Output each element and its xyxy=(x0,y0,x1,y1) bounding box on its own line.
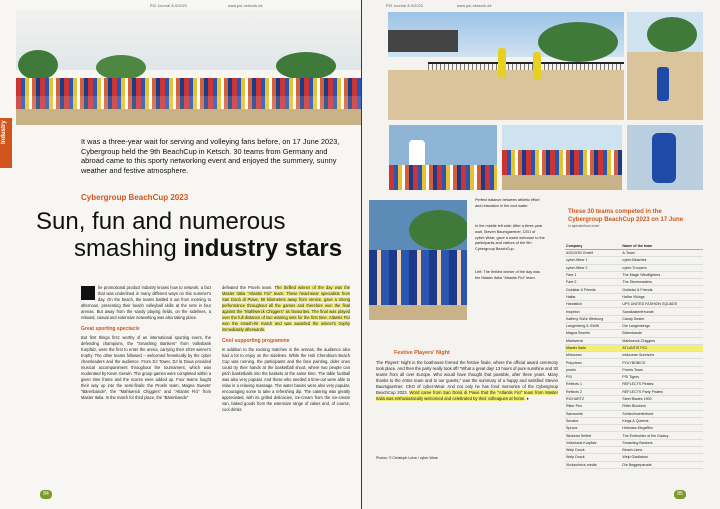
company-cell: Halfar xyxy=(565,293,621,300)
text-column-2: defeated the Proeln team. The thrilled winner of the day was the Master Italia "Atlantis Fici" team. These head-wear specialists from San Donà di Piave, 50 kilometres away from Venice, gave a strong performance throughout all the games and therefore won the final against the "Mahlwerck Chiggers" as favourites. The final was played over the full distance of two winning sets for the first time. Atlantis Fici won the smash-hit match and was awarded the winner's trophy immediately afterwards. Cool supporting programme In addition to the exciting matches in the arenas, the audience also had a lot to enjoy on the sidelines. While the Holi Cherobium Beach Cup was running, the participants and the face painting, older ones could try their hands at the basketball shoot, where two people can pitch basketballs into the baskets at the same time. The table football was also very popular. And those who needed a time-out were able to relax in a relaxing massage. The water basins were also very popular, encouraging some to take a refreshing dip. The catering was greatly appreciated, with its grilled delicacies, ice-cream from the ice-cream van, baked goods from the extensive range of cakes and, of course, cool drinks xyxy=(222,285,350,412)
company-cell: cyber-Wear 1 xyxy=(565,257,621,264)
subhead-players-night: Festive Players' Night xyxy=(394,350,450,356)
tent-structure xyxy=(388,30,458,52)
team-cell: UPS UNITED FASHION SQUADS xyxy=(621,301,703,308)
header-journal: www.psi-network.de xyxy=(457,4,492,8)
table-row xyxy=(565,257,703,264)
team-cell: Welp Gladiators xyxy=(621,454,703,461)
team-cell: cyber-Beaches xyxy=(621,257,703,264)
company-cell: Spranz xyxy=(565,425,621,432)
subhead-great-sporting: Great sporting spectacle xyxy=(81,326,140,332)
company-cell: Xindao/mics-media xyxy=(565,461,621,468)
company-cell: Fare 2 xyxy=(565,279,621,286)
headline-line-1: Sun, fun and numerous xyxy=(36,208,286,235)
table-row xyxy=(565,439,703,446)
team-cell: Candy Dealer xyxy=(621,315,703,322)
caption-water: Perfect balance between athletic effort and relaxation in the cool water. xyxy=(475,198,540,208)
company-cell: Langenberg & GWW xyxy=(565,322,621,329)
table-row xyxy=(565,359,703,366)
team-cell: The Magic Windfighters xyxy=(621,271,703,278)
team-photo-2 xyxy=(502,125,622,190)
water-basin-photo xyxy=(369,200,467,320)
table-row xyxy=(565,447,703,454)
company-cell: Handstich xyxy=(565,301,621,308)
header-url: www.psi-network.de xyxy=(228,4,263,8)
company-cell: Samsonite xyxy=(565,410,621,417)
highlighted-text: The thrilled winner of the day was the Master Italia "Atlantis Fici" team. These head-wear specialists from San Donà di Piave, 50 kilometres away from Venice, gave a strong performance throughout all the games and therefore won the final against the "Mahlwerck Chiggers" as favourites. The final was played over the full distance of two winning sets for the first time. Atlantis Fici won the smash-hit match and was awarded the winner's trophy immediately afterwards. xyxy=(222,285,350,332)
table-row xyxy=(565,330,703,337)
company-cell: Polyclean xyxy=(565,359,621,366)
company-cell: ASGOON GmbH xyxy=(565,250,621,257)
caption-winner: Left: The thrilled winner of the day was the Master Italia "Atlantis Fici" team. xyxy=(475,270,540,280)
table-row xyxy=(565,279,703,286)
team-cell: midocean Sunrisers xyxy=(621,352,703,359)
table-row xyxy=(565,352,703,359)
company-cell: Stickerei Seifert xyxy=(565,432,621,439)
article-kicker: Cybergroup BeachCup 2023 xyxy=(81,193,189,202)
company-cell: Reflects 1 xyxy=(565,381,621,388)
company-cell: Welp Druck xyxy=(565,454,621,461)
page-number: 84 xyxy=(40,490,52,499)
table-row xyxy=(565,432,703,439)
company-cell: Master Italia xyxy=(565,344,621,351)
company-cell: Inspirion xyxy=(565,308,621,315)
team-cell: Sandkastenfreunde xyxy=(621,308,703,315)
table-row xyxy=(565,381,703,388)
table-row xyxy=(565,366,703,373)
table-row xyxy=(565,315,703,322)
table-row xyxy=(565,395,703,402)
party-section: Festive Players' Night The Players' Night in the boathouse formed the festive finale, where the official award ceremony took place. And then the party really took off! "What a great day! 13 hours of pure sunshine and 30 teams from all over Europe. Who would have thought that possible, after three years. Many thanks to the entire team and to our guests," was the summary of a happy and satisfied Steven Baumgaertner, CEO of cyber-Wear. And not only he has fond memories of the Cybergroup BeachCup 2023. Word came from San Donà di Piave that the "Atlantis Fici" team from Master Italia was enthusiastically welcomed and celebrated by their colleagues at home. ♦ xyxy=(376,350,558,401)
team-cell: Halfar Vikings xyxy=(621,293,703,300)
table-row xyxy=(565,417,703,424)
company-cell: proeln xyxy=(565,366,621,373)
table-row xyxy=(565,337,703,344)
team-cell: The Embroider of the Galaxy xyxy=(621,432,703,439)
table-row xyxy=(565,301,703,308)
table-row xyxy=(565,454,703,461)
table-row xyxy=(565,322,703,329)
table-row xyxy=(565,250,703,257)
table-row xyxy=(565,388,703,395)
team-cell: Bärenbande xyxy=(621,330,703,337)
article-headline xyxy=(34,208,354,262)
table-subtitle: in alphabetical order xyxy=(568,224,600,229)
table-row xyxy=(565,374,703,381)
table-row xyxy=(565,271,703,278)
page-number: 85 xyxy=(674,490,686,499)
beach-players-photo xyxy=(627,12,703,120)
header-company: Company xyxy=(565,243,621,250)
team-cell: Ritter Blockers xyxy=(621,403,703,410)
team-cell: A-Team xyxy=(621,250,703,257)
team-cell: POLYBOBICS xyxy=(621,359,703,366)
table-title: These 30 teams competed in the Cybergroup BeachCup 2023 on 17 June in alphabetical order xyxy=(568,208,698,231)
dropcap xyxy=(81,286,95,300)
intro-paragraph: It was a three-year wait for serving and volleying fans before, on 17 June 2023, Cybergroup held the 9th BeachCup in Ketsch. 30 teams from Germany and abroad came to this sporty networking event and enjoyed the summery, sunny weather and festive atmosphere. xyxy=(81,137,340,175)
company-cell: cyber-Wear 2 xyxy=(565,264,621,271)
headline-line-2: smashing industry stars xyxy=(74,235,343,262)
header-team: Name of the team xyxy=(621,243,703,250)
team-cell: The Stormmasters xyxy=(621,279,703,286)
table-row xyxy=(565,344,703,351)
photo-credit: Photos: © Christoph Lutze / cyber-Wear xyxy=(376,456,438,460)
team-cell: Kings & Queens xyxy=(621,417,703,424)
teams-table xyxy=(565,243,703,469)
table-row xyxy=(565,425,703,432)
team-cell: Die Beggerparade xyxy=(621,461,703,468)
team-cell: Goldstar & Friends xyxy=(621,286,703,293)
company-cell: Welp Druck xyxy=(565,447,621,454)
team-cell: Steel Blades 1900 xyxy=(621,395,703,402)
team-cell: Smashing Bankers xyxy=(621,439,703,446)
team-cell: REFLECTS Party Pirates xyxy=(621,388,703,395)
table-row xyxy=(565,403,703,410)
team-cell: Die Langenbergs xyxy=(621,322,703,329)
text-column-1: he promotional product industry knows how to network, a fact that was underlined in many different ways on this summer's day. On the beach, the teams battled it out from morning to afternoon, presenting their beach volleyball skills at the nets in four arenas. But away from the sandy playing fields, on the sidelines, a relaxed, casual and extensive networking was also taking place. Great sporting spectacle But first things first: worthy of an international sporting event, the defending champions, the "Smashing Bankers" from Volksbank Kurpfalz, were the first to enter the arena, carrying their 2019 winner's trophy. The other teams followed – welcomed frenetically by the cyber cheerleaders and the audience. From DJ Tower, DJ la Doua provided musical accompaniment throughout the tournament, which was moderated by Kevin Gerwin. The group games were completed within a given time frame and the scores were added up. Four teams fought their way up into the semi-finals: the Proeln team, Magna Sweets' "Bärenbande", the "Mahlwerck Chiggers" and "Atlantis Fici" from Master Italia. In the match for third place, the "Bärenbande" xyxy=(81,285,211,400)
table-row xyxy=(565,286,703,293)
company-cell: Midocean xyxy=(565,352,621,359)
player-portrait-photo xyxy=(627,125,703,190)
team-cell: Hetmass MegaRex xyxy=(621,425,703,432)
company-cell: Goldstar & Friends xyxy=(565,286,621,293)
volleyball-match-photo xyxy=(388,12,624,120)
company-cell: PSI xyxy=(565,374,621,381)
table-row xyxy=(565,264,703,271)
team-cell: cyber-Troopers xyxy=(621,264,703,271)
team-cell: Schlechtwetterfront xyxy=(621,410,703,417)
header-journal: PSI Journal 8-9/2023 xyxy=(150,4,187,8)
team-cell: Mahlwerck-Chiggers xyxy=(621,337,703,344)
company-cell: Fare 1 xyxy=(565,271,621,278)
team-cell: ATLANTIS FICI xyxy=(621,344,703,351)
team-cell: REFLECTS Pirates xyxy=(621,381,703,388)
table-row xyxy=(565,293,703,300)
company-cell: Ritter Pen xyxy=(565,403,621,410)
team-group-photo xyxy=(16,10,361,125)
teams-table-body xyxy=(565,250,703,469)
table-row xyxy=(565,461,703,468)
header-url: PSI Journal 8-9/2023 xyxy=(386,4,423,8)
subhead-supporting: Cool supporting programme xyxy=(222,338,290,344)
company-cell: Mahlwerck xyxy=(565,337,621,344)
company-cell: Magna Sweets xyxy=(565,330,621,337)
company-cell: Volksbank Kurpfalz xyxy=(565,439,621,446)
company-cell: RICHARTZ xyxy=(565,395,621,402)
caption-welcome: In the middle left side: After a three-year wait, Steven Baumgaertner, CEO of cyber-Wear, gave a warm welcome to the participants and visitors of the 9th Cybergroup BeachCup. xyxy=(475,224,545,252)
company-cell: Kaffeny Süße Werbung xyxy=(565,315,621,322)
welcome-speech-photo xyxy=(389,125,497,190)
team-cell: Beach Lions xyxy=(621,447,703,454)
highlighted-text: Word came from San Donà di Piave that the "Atlantis Fici" team from Master Italia was enthusiastically welcomed and celebrated by their colleagues at home. xyxy=(376,390,558,401)
company-cell: Reflects 2 xyxy=(565,388,621,395)
team-cell: PSI Tigers xyxy=(621,374,703,381)
table-row xyxy=(565,308,703,315)
company-cell: Senator xyxy=(565,417,621,424)
team-cell: Proeln-Team xyxy=(621,366,703,373)
table-row xyxy=(565,410,703,417)
section-tag: Industry xyxy=(0,118,12,168)
